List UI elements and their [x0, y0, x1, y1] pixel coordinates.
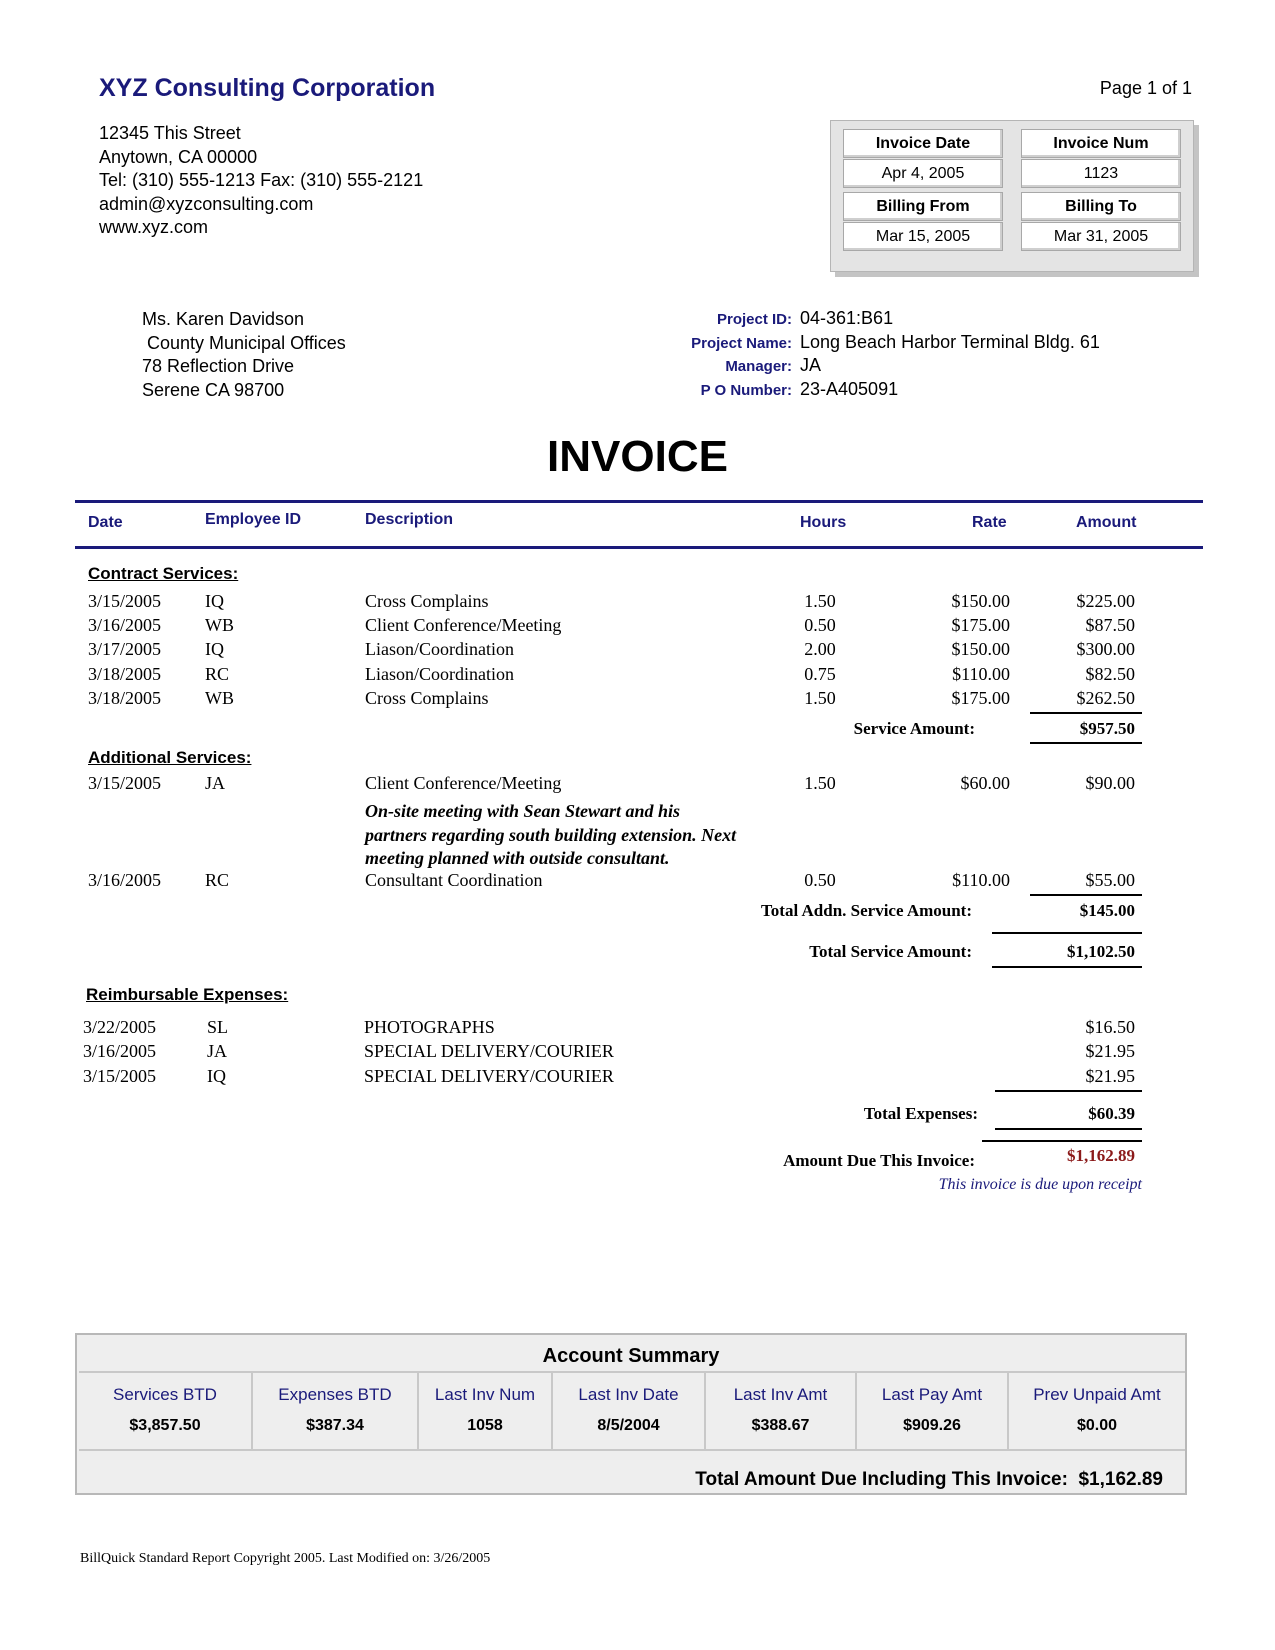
row-date: 3/15/2005: [88, 591, 162, 611]
account-summary: [75, 1333, 1187, 1495]
row-description: Cross Complains: [365, 688, 489, 708]
total-amount-due: Total Amount Due Including This Invoice: $1,162.89: [695, 1469, 1163, 1490]
row-description: Liason/Coordination: [365, 664, 514, 684]
summary-label: Last Inv Amt: [733, 1385, 828, 1404]
row-description: Cross Complains: [365, 591, 489, 611]
row-rate: $175.00: [951, 615, 1010, 635]
header-rule-bottom: [75, 546, 1203, 549]
col-employee-id: Employee ID: [205, 511, 302, 528]
summary-col-services-btd: [79, 1373, 253, 1449]
po-number: 23-A405091: [800, 378, 899, 399]
table-row: [0, 688, 1275, 712]
table-row: [0, 615, 1275, 639]
row-note: On-site meeting with Sean Stewart and his partners regarding south building extension. Next meeting planned with outside consultant.: [365, 801, 737, 868]
row-hours: 0.50: [804, 870, 836, 890]
row-amount: $225.00: [1076, 591, 1135, 611]
row-amount: $55.00: [1085, 870, 1135, 890]
project-name: Long Beach Harbor Terminal Bldg. 61: [800, 331, 1100, 352]
subtotal-rule: [1030, 894, 1142, 896]
summary-value: $3,857.50: [129, 1417, 201, 1434]
row-rate: $175.00: [951, 688, 1010, 708]
row-description: SPECIAL DELIVERY/COURIER: [364, 1066, 614, 1086]
email: admin@xyzconsulting.com: [99, 193, 314, 214]
project-id: 04-361:B61: [800, 308, 894, 328]
row-hours: 2.00: [804, 639, 836, 659]
table-row: [0, 870, 1275, 894]
row-amount: $82.50: [1085, 664, 1135, 684]
total-addn-service-amount: $145.00: [1079, 901, 1135, 920]
row-date: 3/17/2005: [88, 639, 162, 659]
summary-label: Prev Unpaid Amt: [1033, 1385, 1161, 1404]
row-date: 3/16/2005: [88, 870, 162, 890]
row-date: 3/15/2005: [88, 773, 162, 793]
total-expenses: $60.39: [1088, 1104, 1135, 1123]
project-id-label: Project ID:: [716, 311, 792, 328]
summary-value: 1058: [467, 1417, 503, 1434]
due-note: This invoice is due upon receipt: [938, 1176, 1142, 1193]
service-amount-label: Service Amount:: [853, 719, 975, 738]
row-amount: $21.95: [1085, 1066, 1135, 1086]
po-number-label: P O Number:: [700, 381, 792, 399]
row-amount: $21.95: [1085, 1041, 1135, 1061]
row-hours: 0.50: [804, 615, 836, 635]
invoice-title: INVOICE: [547, 432, 728, 481]
subtotal-rule: [992, 932, 1142, 934]
row-description: Consultant Coordination: [365, 870, 543, 890]
row-rate: $110.00: [952, 870, 1010, 890]
client-line: County Municipal Offices: [142, 332, 346, 353]
row-date: 3/18/2005: [88, 664, 162, 684]
row-hours: 1.50: [804, 591, 836, 611]
summary-label: Last Pay Amt: [881, 1385, 983, 1404]
total-addn-service-label: Total Addn. Service Amount:: [761, 901, 972, 920]
website: www.xyz.com: [99, 217, 209, 237]
billing-to-label: Billing To: [1021, 192, 1181, 221]
subtotal-rule: [995, 1128, 1142, 1130]
summary-value: $387.34: [306, 1417, 364, 1434]
company-address: [99, 122, 423, 240]
summary-value: $388.67: [751, 1417, 810, 1434]
invoice-info-box: [830, 120, 1194, 272]
row-hours: 1.50: [804, 773, 836, 793]
summary-col-last-inv-num: [419, 1373, 553, 1449]
table-row: [0, 591, 1275, 615]
billing-to-value: Mar 31, 2005: [1021, 222, 1181, 251]
col-date: Date: [88, 514, 123, 531]
col-rate: Rate: [972, 514, 1007, 531]
manager-label: Manager:: [725, 358, 792, 375]
summary-col-last-inv-date: [553, 1373, 706, 1449]
summary-col-prev-unpaid-amt: [1009, 1373, 1185, 1449]
row-employee: JA: [207, 1041, 228, 1061]
row-employee: IQ: [205, 591, 224, 611]
row-rate: $150.00: [951, 591, 1010, 611]
row-rate: $150.00: [951, 639, 1010, 659]
project-values: [800, 307, 1100, 401]
client-line: 78 Reflection Drive: [142, 356, 295, 376]
total-expenses-label: Total Expenses:: [863, 1104, 978, 1123]
row-amount: $87.50: [1085, 615, 1135, 635]
phone-fax: Tel: (310) 555-1213 Fax: (310) 555-2121: [99, 170, 424, 190]
row-employee: WB: [205, 688, 234, 708]
account-summary-title: Account Summary: [542, 1345, 720, 1367]
row-employee: IQ: [207, 1066, 226, 1086]
row-amount: $90.00: [1085, 773, 1135, 793]
summary-label: Last Inv Date: [578, 1385, 679, 1404]
row-amount: $16.50: [1085, 1017, 1135, 1037]
subtotal-rule: [992, 966, 1142, 968]
row-rate: $60.00: [960, 773, 1010, 793]
section-contract-services: Contract Services:: [88, 564, 239, 583]
table-row: [0, 639, 1275, 663]
amount-due: $1,162.89: [1067, 1146, 1135, 1165]
client-address: [142, 308, 346, 402]
table-row: [0, 773, 1275, 797]
billing-from-label: Billing From: [843, 192, 1003, 221]
subtotal-rule: [1030, 742, 1142, 744]
row-employee: JA: [205, 773, 226, 793]
page-indicator: Page 1 of 1: [1099, 78, 1192, 98]
summary-col-last-pay-amt: [857, 1373, 1009, 1449]
row-date: 3/22/2005: [83, 1017, 157, 1037]
company-name: XYZ Consulting Corporation: [99, 74, 436, 102]
summary-value: $0.00: [1076, 1417, 1118, 1434]
subtotal-rule: [1030, 712, 1142, 714]
row-date: 3/18/2005: [88, 688, 162, 708]
invoice-date-label: Invoice Date: [843, 129, 1003, 158]
row-hours: 1.50: [804, 688, 836, 708]
row-amount: $300.00: [1076, 639, 1135, 659]
row-description: PHOTOGRAPHS: [364, 1017, 495, 1037]
table-row: [0, 1017, 1275, 1041]
summary-col-last-inv-amt: [706, 1373, 857, 1449]
row-employee: RC: [205, 870, 230, 890]
subtotal-rule: [995, 1090, 1142, 1092]
section-reimbursable-expenses: Reimbursable Expenses:: [86, 985, 289, 1004]
billing-from-value: Mar 15, 2005: [843, 222, 1003, 251]
invoice-num-value: 1123: [1021, 159, 1181, 188]
row-date: 3/16/2005: [88, 615, 162, 635]
table-row: [0, 1041, 1275, 1065]
client-line: Serene CA 98700: [142, 379, 285, 400]
address-line: Anytown, CA 00000: [99, 146, 258, 167]
row-employee: IQ: [205, 639, 224, 659]
total-service-amount: $1,102.50: [1067, 942, 1135, 961]
summary-col-expenses-btd: [253, 1373, 419, 1449]
row-amount: $262.50: [1076, 688, 1135, 708]
amount-due-label: Amount Due This Invoice:: [783, 1151, 975, 1170]
row-employee: RC: [205, 664, 230, 684]
row-employee: SL: [207, 1017, 229, 1037]
service-amount: $957.50: [1079, 719, 1135, 738]
col-description: Description: [365, 511, 454, 528]
table-row: [0, 1066, 1275, 1090]
project-labels: [600, 308, 792, 402]
summary-value: $909.26: [903, 1417, 961, 1434]
total-service-label: Total Service Amount:: [809, 942, 972, 961]
invoice-date-value: Apr 4, 2005: [843, 159, 1003, 188]
row-date: 3/15/2005: [83, 1066, 157, 1086]
account-summary-grid: [79, 1371, 1185, 1451]
client-name: Ms. Karen Davidson: [142, 309, 305, 329]
row-hours: 0.75: [804, 664, 836, 684]
summary-label: Services BTD: [113, 1385, 217, 1404]
project-name-label: Project Name:: [691, 334, 792, 352]
footer-copyright: BillQuick Standard Report Copyright 2005. Last Modified on: 3/26/2005: [80, 1551, 491, 1566]
row-employee: WB: [205, 615, 234, 635]
summary-value: 8/5/2004: [597, 1417, 660, 1434]
row-description: SPECIAL DELIVERY/COURIER: [364, 1041, 614, 1061]
header-rule-top: [75, 500, 1203, 503]
table-row: [0, 664, 1275, 688]
row-rate: $110.00: [952, 664, 1010, 684]
address-line: 12345 This Street: [99, 123, 241, 143]
row-description: Liason/Coordination: [365, 639, 514, 659]
summary-label: Last Inv Num: [434, 1385, 536, 1404]
subtotal-rule: [982, 1140, 1142, 1142]
invoice-num-label: Invoice Num: [1021, 129, 1181, 158]
row-description: Client Conference/Meeting: [365, 615, 562, 635]
col-hours: Hours: [800, 514, 847, 531]
row-description: Client Conference/Meeting: [365, 773, 562, 793]
row-date: 3/16/2005: [83, 1041, 157, 1061]
manager: JA: [800, 355, 822, 375]
col-amount: Amount: [1076, 514, 1137, 531]
section-additional-services: Additional Services:: [88, 748, 252, 767]
summary-label: Expenses BTD: [278, 1385, 392, 1404]
